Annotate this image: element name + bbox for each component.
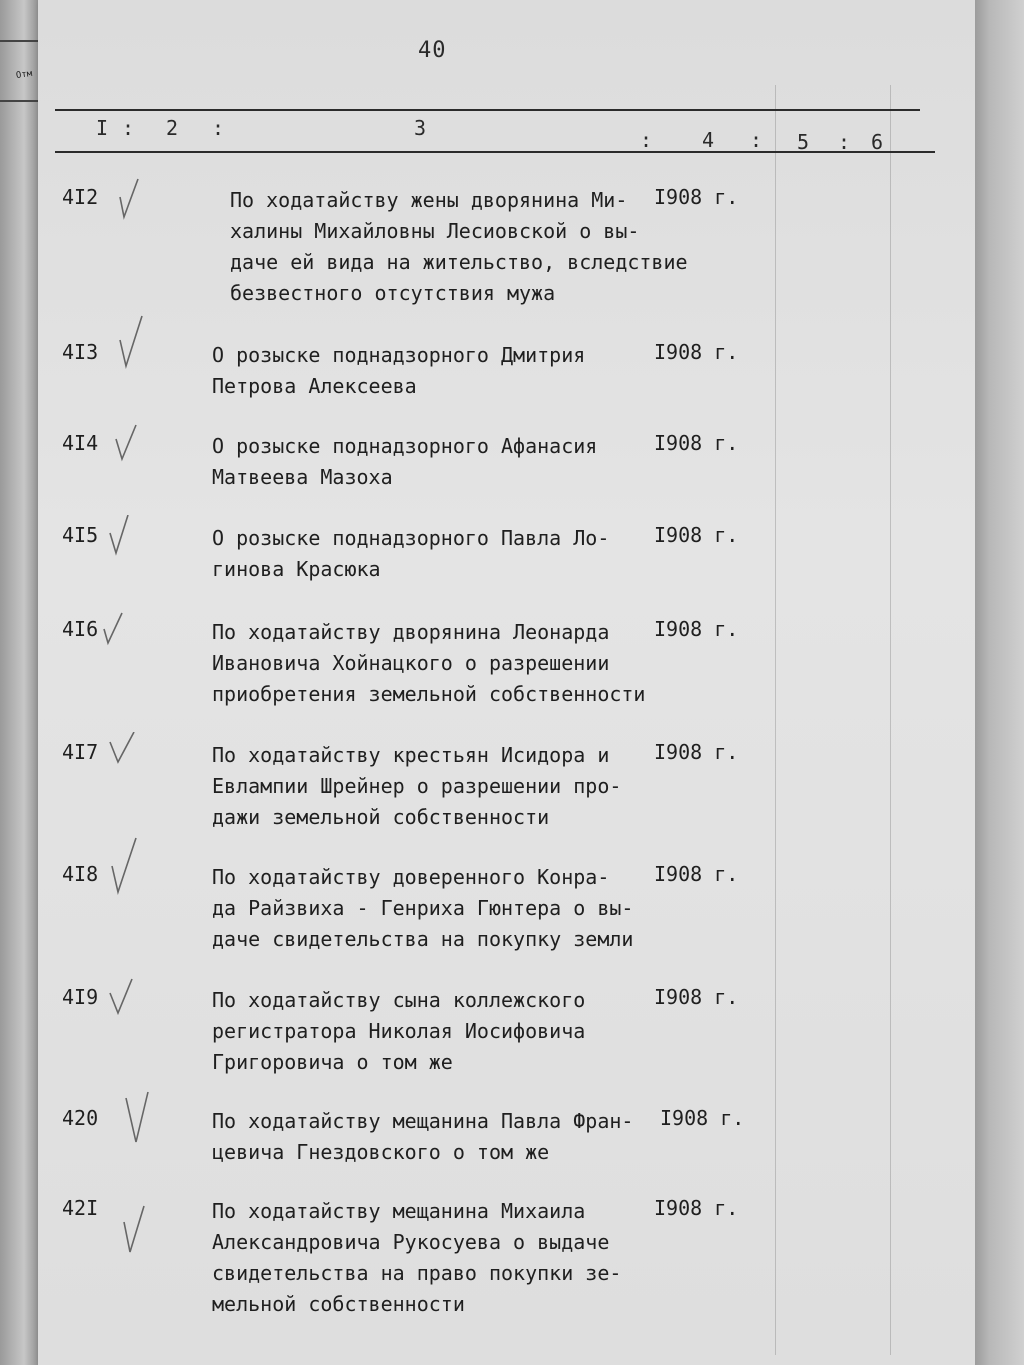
entry-description: О розыске поднадзорного Дмитрия Петрова Алексеева: [212, 343, 586, 398]
entry-year: I908 г.: [654, 740, 739, 764]
entry-number: 4I5: [62, 523, 99, 547]
entry-description: По ходатайству мещанина Павла Фран- цевича Гнездовского о том же: [212, 1109, 634, 1164]
entry-description: О розыске поднадзорного Павла Ло- гинова Красюка: [212, 526, 610, 581]
entry-year: I908 г.: [660, 1106, 745, 1130]
entry-number: 4I6: [62, 617, 99, 641]
entry-year: I908 г.: [654, 523, 739, 547]
checkmark-icon: [106, 977, 136, 1025]
column-separator: :: [640, 128, 653, 152]
checkmark-icon: [100, 609, 130, 657]
column-separator: :: [212, 116, 225, 140]
entry-number: 4I7: [62, 740, 99, 764]
entry-description: По ходатайству мещанина Михаила Александровича Рукосуева о выдаче свидетельства на право покупки зе- мельной собственности: [212, 1199, 622, 1316]
entry-year: I908 г.: [654, 617, 739, 641]
entry-year: I908 г.: [654, 431, 739, 455]
column-header-4: 4: [702, 128, 715, 152]
margin-rule: [0, 40, 40, 42]
entry-year: I908 г.: [654, 340, 739, 364]
checkmark-icon: [110, 423, 140, 471]
column-header-1: I: [96, 116, 109, 140]
entry-number: 42I: [62, 1196, 99, 1220]
checkmark-icon: [108, 836, 138, 896]
entry-year: I908 г.: [654, 985, 739, 1009]
header-rule-top: [55, 109, 920, 111]
entry-number: 4I8: [62, 862, 99, 886]
checkmark-icon: [106, 732, 136, 780]
page-stack-edge: [975, 0, 1024, 1365]
checkmark-icon: [114, 177, 144, 225]
column-separator: :: [838, 130, 851, 154]
column-header-2: 2: [166, 116, 179, 140]
checkmark-icon: [104, 515, 134, 563]
entry-description: По ходатайству дворянина Леонарда Ивановича Хойнацкого о разрешении приобретения земельной собственности: [212, 620, 646, 706]
column-header-6: 6: [871, 130, 884, 154]
entry-year: I908 г.: [654, 1196, 739, 1220]
entry-description: По ходатайству доверенного Конра- да Райзвиха - Генриха Гюнтера о вы- даче свидетельства на покупку земли: [212, 865, 634, 951]
entry-number: 4I4: [62, 431, 99, 455]
entry-number: 4I2: [62, 185, 99, 209]
checkmark-icon: [122, 1088, 152, 1148]
entry-number: 420: [62, 1106, 99, 1130]
entry-description: По ходатайству жены дворянина Ми- халины Михайловны Лесиовской о вы- даче ей вида на жительство, вследствие безвестного отсутствия мужа: [230, 188, 688, 305]
column-separator: :: [750, 128, 763, 152]
column-header-5: 5: [797, 130, 810, 154]
column-separator: :: [122, 116, 135, 140]
checkmark-icon: [120, 1202, 150, 1258]
entry-number: 4I3: [62, 340, 99, 364]
entry-year: I908 г.: [654, 862, 739, 886]
entry-year: I908 г.: [654, 185, 739, 209]
adjacent-page-edge: [0, 0, 40, 1365]
margin-rule: [0, 100, 40, 102]
column-header-3: 3: [414, 116, 427, 140]
margin-label: Отм: [15, 68, 33, 82]
entry-description: По ходатайству крестьян Исидора и Евлампии Шрейнер о разрешении про- дажи земельной собственности: [212, 743, 622, 829]
checkmark-icon: [116, 314, 146, 374]
page-number: 40: [418, 38, 447, 63]
entry-description: О розыске поднадзорного Афанасия Матвеева Мазоха: [212, 434, 598, 489]
column-divider: [775, 85, 776, 1355]
entry-description: По ходатайству сына коллежского регистратора Николая Иосифовича Григоровича о том же: [212, 988, 586, 1074]
column-divider: [890, 85, 891, 1355]
entry-number: 4I9: [62, 985, 99, 1009]
